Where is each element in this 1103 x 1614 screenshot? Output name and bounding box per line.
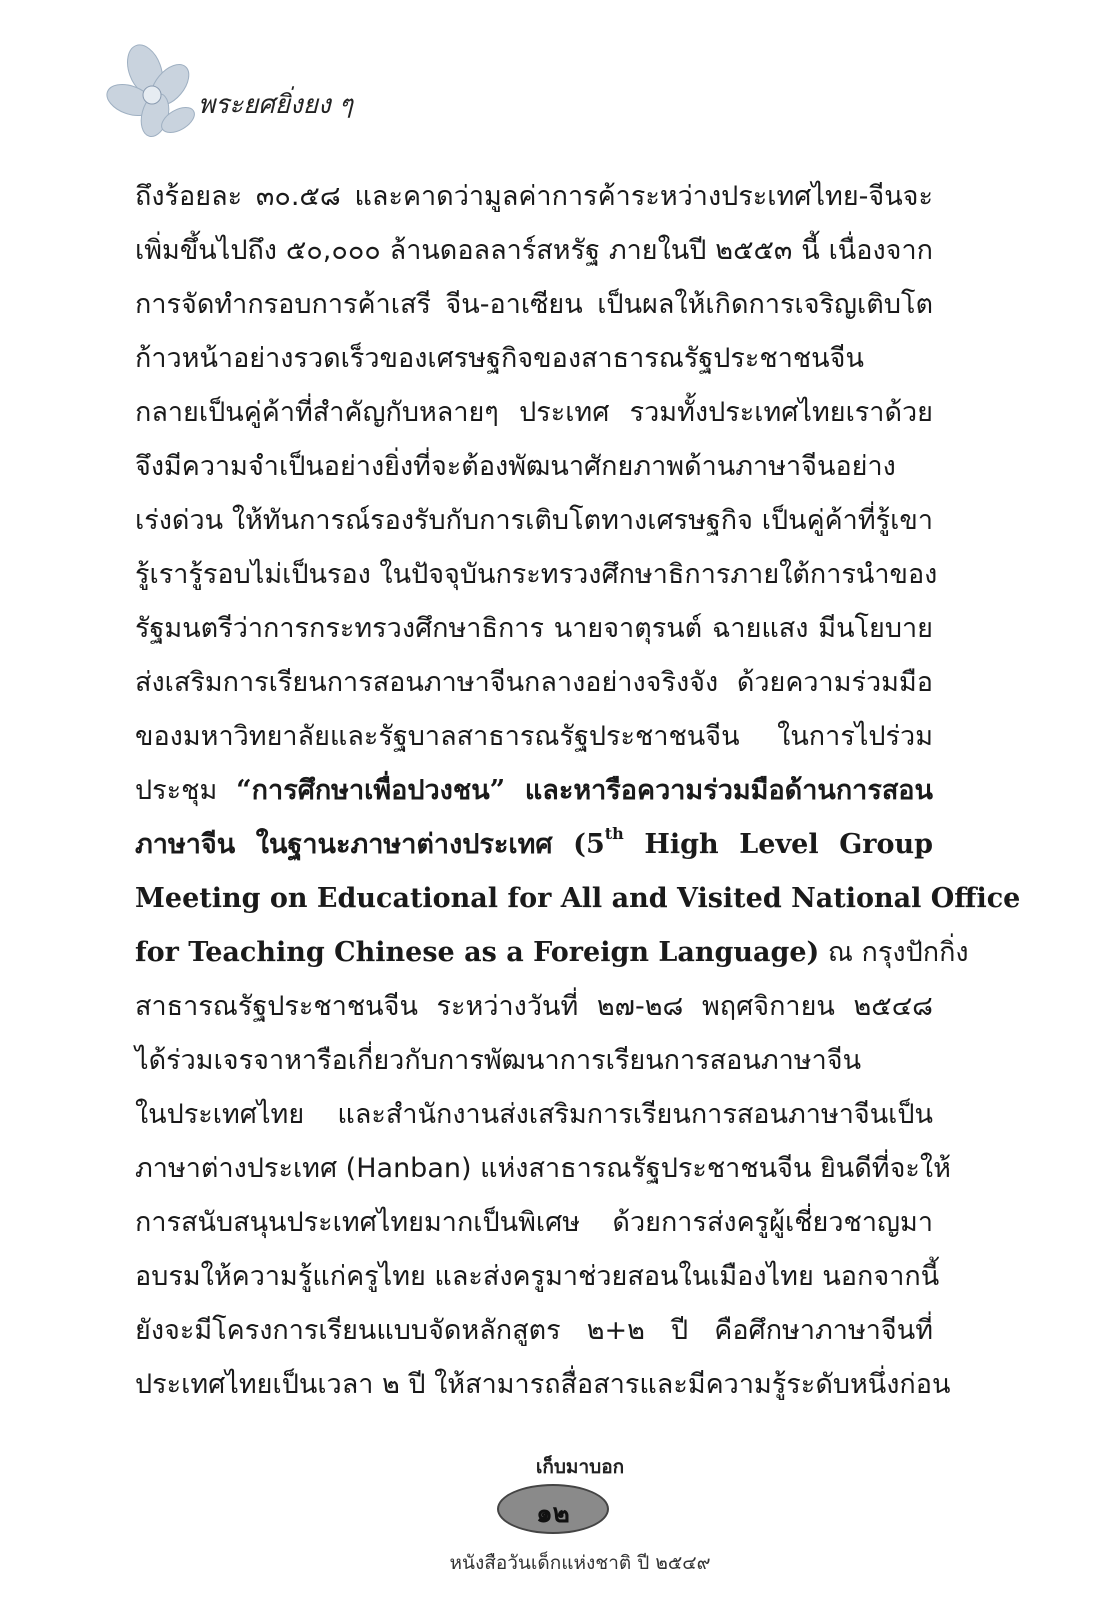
- text-line: เพิ่มขึ้นไปถึง ๕๐,๐๐๐ ล้านดอลลาร์สหรัฐ ภายในปี ๒๕๕๓ นี้ เนื่องจาก: [135, 235, 933, 266]
- text-line: ได้ร่วมเจรจาหารือเกี่ยวกับการพัฒนาการเรียนการสอนภาษาจีน: [135, 1045, 862, 1076]
- text-line: การสนับสนุนประเทศไทยมากเป็นพิเศษ ด้วยการส่งครูผู้เชี่ยวชาญมา: [135, 1207, 933, 1238]
- text-line: รัฐมนตรีว่าการกระทรวงศึกษาธิการ นายจาตุรนต์ ฉายแสง มีนโยบาย: [135, 613, 933, 644]
- text-segment: ภาษาจีน ในฐานะภาษาต่างประเทศ (5: [135, 829, 605, 860]
- text-line: ส่งเสริมการเรียนการสอนภาษาจีนกลางอย่างจริงจัง ด้วยความร่วมมือ: [135, 667, 933, 698]
- header-title: พระยศยิ่งยง ๆ: [198, 90, 353, 120]
- text-line: ยังจะมีโครงการเรียนแบบจัดหลักสูตร ๒+๒ ปี คือศึกษาภาษาจีนที่: [135, 1315, 933, 1346]
- text-line: [135, 818, 933, 872]
- bold-title-segment: “การศึกษาเพื่อปวงชน” และหารือความร่วมมือด้านการสอน: [236, 775, 933, 806]
- text-line: [135, 926, 969, 980]
- text-line: ภาษาต่างประเทศ (Hanban) แห่งสาธารณรัฐประชาชนจีน ยินดีที่จะให้: [135, 1153, 951, 1184]
- text-line: ก้าวหน้าอย่างรวดเร็วของเศรษฐกิจของสาธารณรัฐประชาชนจีน: [135, 343, 864, 374]
- text-line: เร่งด่วน ให้ทันการณ์รองรับกับการเติบโตทางเศรษฐกิจ เป็นคู่ค้าที่รู้เขา: [135, 505, 933, 536]
- text-line: ถึงร้อยละ ๓๐.๕๘ และคาดว่ามูลค่าการค้าระหว่างประเทศไทย-จีนจะ: [135, 181, 933, 212]
- text-segment: ประชุม: [135, 775, 218, 806]
- text-line: [135, 764, 933, 818]
- text-line: ประเทศไทยเป็นเวลา ๒ ปี ให้สามารถสื่อสารและมีความรู้ระดับหนึ่งก่อน: [135, 1369, 951, 1400]
- text-line: กลายเป็นคู่ค้าที่สำคัญกับหลายๆ ประเทศ รวมทั้งประเทศไทยเราด้วย: [135, 397, 933, 428]
- text-line: จึงมีความจำเป็นอย่างยิ่งที่จะต้องพัฒนาศักยภาพด้านภาษาจีนอย่าง: [135, 451, 896, 482]
- article-body: [135, 170, 1021, 1412]
- page-header: [100, 40, 360, 150]
- footer-caption: หนังสือวันเด็กแห่งชาติ ปี ๒๕๔๙: [449, 1552, 711, 1574]
- flower-decoration-icon: [100, 40, 210, 150]
- superscript: th: [604, 824, 624, 843]
- page-number-badge: [497, 1484, 609, 1534]
- page-footer: [380, 1450, 780, 1600]
- text-segment: High Level Group: [644, 829, 933, 860]
- text-line: การจัดทำกรอบการค้าเสรี จีน-อาเซียน เป็นผลให้เกิดการเจริญเติบโต: [135, 289, 933, 320]
- bold-text-segment: for Teaching Chinese as a Foreign Language): [135, 937, 820, 968]
- section-label: เก็บมาบอก: [535, 1456, 625, 1478]
- page-number: ๑๒: [536, 1499, 570, 1529]
- text-line: ของมหาวิทยาลัยและรัฐบาลสาธารณรัฐประชาชนจีน ในการไปร่วม: [135, 721, 933, 752]
- text-line: สาธารณรัฐประชาชนจีน ระหว่างวันที่ ๒๗-๒๘ พฤศจิกายน ๒๕๔๘: [135, 991, 933, 1022]
- text-line: รู้เรารู้รอบไม่เป็นรอง ในปัจจุบันกระทรวงศึกษาธิการภายใต้การนำของ: [135, 559, 938, 590]
- text-line: Meeting on Educational for All and Visited National Office: [135, 883, 1021, 914]
- text-line: อบรมให้ความรู้แก่ครูไทย และส่งครูมาช่วยสอนในเมืองไทย นอกจากนี้: [135, 1261, 940, 1292]
- text-segment: ณ กรุงปักกิ่ง: [827, 937, 969, 968]
- text-line: ในประเทศไทย และสำนักงานส่งเสริมการเรียนการสอนภาษาจีนเป็น: [135, 1099, 933, 1130]
